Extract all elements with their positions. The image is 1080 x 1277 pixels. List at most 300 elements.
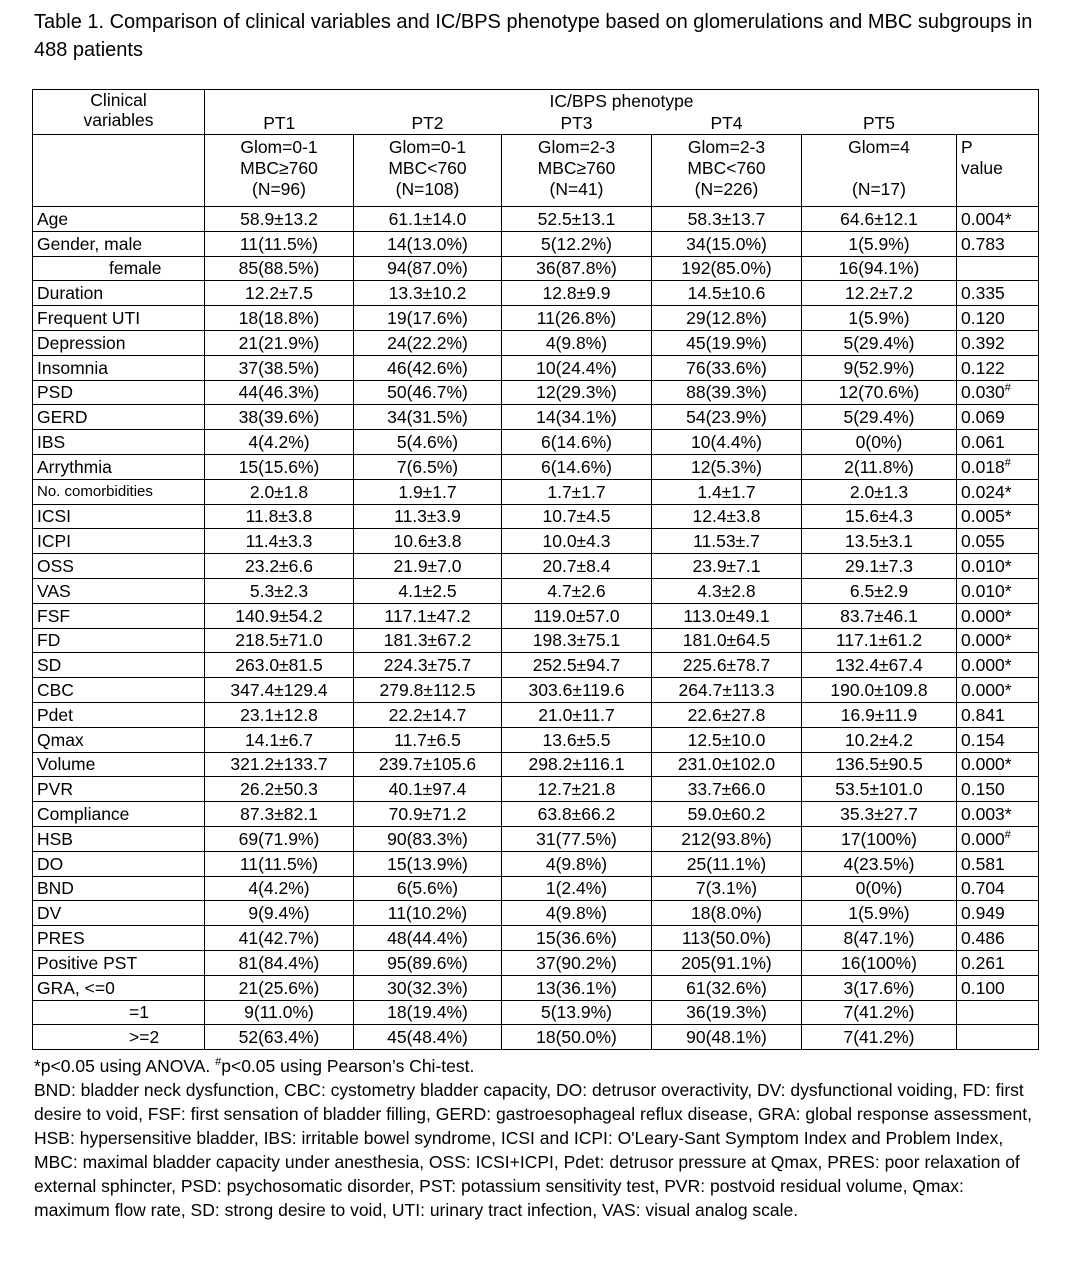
cell-p-value — [957, 479, 1039, 504]
table-row — [33, 405, 1039, 430]
p-value-text: 0.704 — [961, 878, 1005, 899]
cell-pt1: 4(4.2%) — [205, 876, 354, 901]
cell-pt2: 30(32.3%) — [354, 975, 502, 1000]
cell-pt2: 1.9±1.7 — [354, 479, 502, 504]
cell-pt4: 4.3±2.8 — [652, 578, 802, 603]
table-row — [33, 950, 1039, 975]
subgroup-glom: Glom=4 — [848, 137, 910, 157]
cell-pt4: 23.9±7.1 — [652, 554, 802, 579]
table-title: Table 1. Comparison of clinical variables and IC/BPS phenotype based on glomerulations and MBC subgroups in 488 patients — [34, 11, 1033, 61]
cell-pt3: 11(26.8%) — [502, 306, 652, 331]
cell-pt1: 218.5±71.0 — [205, 628, 354, 653]
cell-pt5: 1(5.9%) — [802, 231, 957, 256]
table-row — [33, 554, 1039, 579]
table-row — [33, 454, 1039, 479]
cell-pt4: 212(93.8%) — [652, 826, 802, 851]
cell-pt3: 20.7±8.4 — [502, 554, 652, 579]
subgroup-blank — [33, 135, 205, 207]
cell-pt2: 5(4.6%) — [354, 430, 502, 455]
subgroup-mbc: MBC<760 — [388, 158, 467, 178]
cell-pt4: 1.4±1.7 — [652, 479, 802, 504]
cell-pt3: 21.0±11.7 — [502, 702, 652, 727]
cell-pt2: 46(42.6%) — [354, 355, 502, 380]
table-row — [33, 504, 1039, 529]
cell-pt3: 12(29.3%) — [502, 380, 652, 405]
cell-pt5: 64.6±12.1 — [802, 207, 957, 232]
table-row — [33, 628, 1039, 653]
table-row — [33, 603, 1039, 628]
cell-pt5: 1(5.9%) — [802, 306, 957, 331]
subgroup-n: (N=96) — [252, 179, 306, 199]
cell-pt1: 21(25.6%) — [205, 975, 354, 1000]
cell-p-value — [957, 901, 1039, 926]
cell-pt5: 15.6±4.3 — [802, 504, 957, 529]
cell-p-value — [957, 330, 1039, 355]
p-value-text: 0.024* — [961, 481, 1012, 502]
cell-pt3: 1(2.4%) — [502, 876, 652, 901]
cell-p-value — [957, 628, 1039, 653]
cell-pt2: 94(87.0%) — [354, 256, 502, 281]
cell-pt5: 7(41.2%) — [802, 1000, 957, 1025]
row-label: Age — [33, 207, 205, 232]
cell-pt2: 15(13.9%) — [354, 851, 502, 876]
cell-pt4: 11.53±.7 — [652, 529, 802, 554]
cell-pt1: 41(42.7%) — [205, 926, 354, 951]
cell-pt5: 132.4±67.4 — [802, 653, 957, 678]
table-row — [33, 281, 1039, 306]
cell-pt4: 76(33.6%) — [652, 355, 802, 380]
row-label: DO — [33, 851, 205, 876]
row-label: Insomnia — [33, 355, 205, 380]
cell-pt2: 48(44.4%) — [354, 926, 502, 951]
cell-p-value — [957, 678, 1039, 703]
row-label: DV — [33, 901, 205, 926]
cell-p-value — [957, 554, 1039, 579]
cell-pt5: 16(100%) — [802, 950, 957, 975]
cell-p-value — [957, 777, 1039, 802]
cell-pt2: 13.3±10.2 — [354, 281, 502, 306]
cell-pt5: 16.9±11.9 — [802, 702, 957, 727]
row-label: No. comorbidities — [33, 479, 205, 504]
cell-p-value — [957, 380, 1039, 405]
cell-p-value — [957, 306, 1039, 331]
cell-p-value — [957, 1025, 1039, 1050]
cell-pt2: 95(89.6%) — [354, 950, 502, 975]
table-row — [33, 975, 1039, 1000]
cell-pt1: 15(15.6%) — [205, 454, 354, 479]
cell-pt1: 58.9±13.2 — [205, 207, 354, 232]
row-label: HSB — [33, 826, 205, 851]
p-value-text: 0.000* — [961, 630, 1012, 651]
cell-pt3: 4.7±2.6 — [502, 578, 652, 603]
cell-pt4: 14.5±10.6 — [652, 281, 802, 306]
p-value-text: 0.004* — [961, 208, 1012, 229]
p-value-text: 0.055 — [961, 531, 1005, 552]
header-group-pt1: PT1 — [205, 112, 354, 135]
cell-pt5: 2(11.8%) — [802, 454, 957, 479]
cell-pt4: 22.6±27.8 — [652, 702, 802, 727]
table-row — [33, 678, 1039, 703]
cell-pt3: 4(9.8%) — [502, 851, 652, 876]
cell-p-value — [957, 851, 1039, 876]
table-row — [33, 702, 1039, 727]
p-value-text: 0.010* — [961, 556, 1012, 577]
cell-pt4: 113(50.0%) — [652, 926, 802, 951]
row-label: Positive PST — [33, 950, 205, 975]
cell-pt5: 17(100%) — [802, 826, 957, 851]
cell-pt5: 0(0%) — [802, 430, 957, 455]
table-row — [33, 306, 1039, 331]
cell-pt2: 18(19.4%) — [354, 1000, 502, 1025]
cell-pt4: 54(23.9%) — [652, 405, 802, 430]
cell-pt3: 252.5±94.7 — [502, 653, 652, 678]
cell-pt2: 22.2±14.7 — [354, 702, 502, 727]
cell-pt2: 34(31.5%) — [354, 405, 502, 430]
row-label: Pdet — [33, 702, 205, 727]
table-row — [33, 876, 1039, 901]
cell-pt2: 14(13.0%) — [354, 231, 502, 256]
cell-pt5: 53.5±101.0 — [802, 777, 957, 802]
table-row — [33, 479, 1039, 504]
header-group-pt5: PT5 — [802, 112, 957, 135]
table-row — [33, 1000, 1039, 1025]
p-value-text: 0.154 — [961, 729, 1005, 750]
cell-pt1: 38(39.6%) — [205, 405, 354, 430]
stats-footnote-a: *p<0.05 using ANOVA. — [34, 1056, 211, 1076]
header-clinical-variables — [33, 90, 205, 135]
subgroup-mbc: MBC≥760 — [240, 158, 318, 178]
cell-pt1: 11.4±3.3 — [205, 529, 354, 554]
subgroup-n: (N=17) — [852, 179, 906, 199]
cell-p-value — [957, 430, 1039, 455]
cell-p-value — [957, 653, 1039, 678]
header-group-pt4: PT4 — [652, 112, 802, 135]
cell-p-value — [957, 702, 1039, 727]
cell-pt1: 14.1±6.7 — [205, 727, 354, 752]
cell-p-value — [957, 1000, 1039, 1025]
cell-pt4: 25(11.1%) — [652, 851, 802, 876]
cell-pt1: 85(88.5%) — [205, 256, 354, 281]
cell-pt3: 303.6±119.6 — [502, 678, 652, 703]
p-value-text: 0.335 — [961, 283, 1005, 304]
table-row — [33, 256, 1039, 281]
table-row — [33, 926, 1039, 951]
p-value-text: 0.120 — [961, 308, 1005, 329]
cell-pt2: 21.9±7.0 — [354, 554, 502, 579]
cell-pt1: 5.3±2.3 — [205, 578, 354, 603]
row-label: =1 — [33, 1000, 205, 1025]
header-p-value — [957, 135, 1039, 207]
cell-pt2: 279.8±112.5 — [354, 678, 502, 703]
cell-p-value — [957, 355, 1039, 380]
subgroup-mbc: MBC<760 — [687, 158, 766, 178]
cell-pt5: 1(5.9%) — [802, 901, 957, 926]
p-value-text: 0.069 — [961, 407, 1005, 428]
row-label: OSS — [33, 554, 205, 579]
cell-pt5: 8(47.1%) — [802, 926, 957, 951]
subgroup-pt4 — [652, 135, 802, 207]
cell-pt5: 12.2±7.2 — [802, 281, 957, 306]
cell-p-value — [957, 256, 1039, 281]
cell-pt4: 36(19.3%) — [652, 1000, 802, 1025]
p-value-sup: # — [1004, 382, 1011, 395]
subgroup-mbc: MBC≥760 — [537, 158, 616, 178]
p-value-text: 0.392 — [961, 332, 1005, 353]
table-row — [33, 851, 1039, 876]
cell-pt4: 18(8.0%) — [652, 901, 802, 926]
subgroup-pt1 — [205, 135, 354, 207]
cell-pt2: 11(10.2%) — [354, 901, 502, 926]
cell-pt1: 23.2±6.6 — [205, 554, 354, 579]
row-label: FSF — [33, 603, 205, 628]
table-row — [33, 653, 1039, 678]
row-label: Frequent UTI — [33, 306, 205, 331]
p-value-text: 0.010* — [961, 580, 1012, 601]
cell-pt2: 45(48.4%) — [354, 1025, 502, 1050]
cell-pt5: 5(29.4%) — [802, 330, 957, 355]
row-label: IBS — [33, 430, 205, 455]
header-row-phenotype — [33, 90, 1039, 113]
cell-pt5: 136.5±90.5 — [802, 752, 957, 777]
cell-pt3: 52.5±13.1 — [502, 207, 652, 232]
p-value-text: 0.000* — [961, 605, 1012, 626]
row-label: GRA, <=0 — [33, 975, 205, 1000]
cell-pt3: 10.0±4.3 — [502, 529, 652, 554]
p-value-text: 0.003* — [961, 804, 1012, 825]
table-row — [33, 430, 1039, 455]
subgroup-mbc — [806, 158, 952, 179]
cell-pt3: 18(50.0%) — [502, 1025, 652, 1050]
table-row — [33, 901, 1039, 926]
cell-pt1: 9(11.0%) — [205, 1000, 354, 1025]
cell-p-value — [957, 950, 1039, 975]
p-value-text: 0.018 — [961, 456, 1005, 477]
cell-pt3: 31(77.5%) — [502, 826, 652, 851]
p-value-text: 0.841 — [961, 704, 1005, 725]
cell-pt3: 14(34.1%) — [502, 405, 652, 430]
cell-p-value — [957, 207, 1039, 232]
cell-pt1: 37(38.5%) — [205, 355, 354, 380]
header-clinical-line2: variables — [83, 110, 154, 130]
row-label: Depression — [33, 330, 205, 355]
table-row — [33, 529, 1039, 554]
cell-p-value — [957, 405, 1039, 430]
p-value-text: 0.030 — [961, 382, 1005, 403]
table-row — [33, 207, 1039, 232]
row-label: SD — [33, 653, 205, 678]
header-group-pt2: PT2 — [354, 112, 502, 135]
cell-p-value — [957, 231, 1039, 256]
cell-p-value — [957, 454, 1039, 479]
cell-pt2: 4.1±2.5 — [354, 578, 502, 603]
cell-pt1: 44(46.3%) — [205, 380, 354, 405]
header-phenotype: IC/BPS phenotype — [205, 90, 1039, 113]
cell-pt4: 29(12.8%) — [652, 306, 802, 331]
stats-footnote-b: p<0.05 using Pearson’s Chi-test. — [221, 1056, 475, 1076]
cell-pt2: 50(46.7%) — [354, 380, 502, 405]
cell-pt1: 4(4.2%) — [205, 430, 354, 455]
cell-pt3: 10(24.4%) — [502, 355, 652, 380]
stats-footnote-sup: # — [215, 1056, 222, 1069]
cell-pt4: 7(3.1%) — [652, 876, 802, 901]
row-label: >=2 — [33, 1025, 205, 1050]
cell-pt1: 347.4±129.4 — [205, 678, 354, 703]
cell-pt1: 21(21.9%) — [205, 330, 354, 355]
p-value-text: 0.122 — [961, 357, 1005, 378]
p-value-sup: # — [1004, 457, 1011, 470]
cell-pt5: 7(41.2%) — [802, 1025, 957, 1050]
cell-pt5: 35.3±27.7 — [802, 802, 957, 827]
cell-pt2: 239.7±105.6 — [354, 752, 502, 777]
table-row — [33, 802, 1039, 827]
cell-pt5: 12(70.6%) — [802, 380, 957, 405]
cell-pt4: 181.0±64.5 — [652, 628, 802, 653]
cell-pt3: 198.3±75.1 — [502, 628, 652, 653]
cell-pt2: 40.1±97.4 — [354, 777, 502, 802]
cell-pt3: 12.7±21.8 — [502, 777, 652, 802]
cell-pt1: 12.2±7.5 — [205, 281, 354, 306]
row-label: female — [33, 256, 205, 281]
cell-pt5: 3(17.6%) — [802, 975, 957, 1000]
cell-pt3: 298.2±116.1 — [502, 752, 652, 777]
row-label: BND — [33, 876, 205, 901]
p-value-text: 0.005* — [961, 506, 1012, 527]
cell-pt2: 19(17.6%) — [354, 306, 502, 331]
cell-pt1: 263.0±81.5 — [205, 653, 354, 678]
cell-pt3: 15(36.6%) — [502, 926, 652, 951]
cell-pt2: 11.3±3.9 — [354, 504, 502, 529]
cell-pt3: 5(13.9%) — [502, 1000, 652, 1025]
cell-pt3: 36(87.8%) — [502, 256, 652, 281]
cell-pt4: 225.6±78.7 — [652, 653, 802, 678]
abbreviations-footnote: BND: bladder neck dysfunction, CBC: cystometry bladder capacity, DO: detrusor overactivity, DV: dysfunctional voiding, FD: first desire to void, FSF: first sensation of bladder filling, GERD: gastroesophageal reflux disease, GRA: global response assessment, HSB: hypersensitive bladder, IBS: irritable bowel syndrome, ICSI and ICPI: O'Leary-Sant Symptom Index and Problem Index, MBC: maximal bladder capacity under anesthesia, OSS: ICSI+ICPI, Pdet: detrusor pressure at Qmax, PRES: poor relaxation of external sphincter, PSD: psychosomatic disorder, PST: potassium sensitivity test, PVR: postvoid residual volume, Qmax: maximum flow rate, SD: strong desire to void, UTI: urinary tract infection, VAS: visual analog scale. — [34, 1080, 1032, 1220]
table-row — [33, 231, 1039, 256]
header-group-blank — [957, 112, 1039, 135]
cell-pt5: 4(23.5%) — [802, 851, 957, 876]
cell-pt2: 10.6±3.8 — [354, 529, 502, 554]
cell-pt2: 61.1±14.0 — [354, 207, 502, 232]
p-value-text: 0.000 — [961, 828, 1005, 849]
table-row — [33, 826, 1039, 851]
cell-pt5: 0(0%) — [802, 876, 957, 901]
cell-pt1: 23.1±12.8 — [205, 702, 354, 727]
cell-p-value — [957, 975, 1039, 1000]
row-label: Gender, male — [33, 231, 205, 256]
cell-pt2: 7(6.5%) — [354, 454, 502, 479]
cell-pt4: 90(48.1%) — [652, 1025, 802, 1050]
cell-pt5: 190.0±109.8 — [802, 678, 957, 703]
row-label: PSD — [33, 380, 205, 405]
cell-pt3: 119.0±57.0 — [502, 603, 652, 628]
cell-pt5: 117.1±61.2 — [802, 628, 957, 653]
table-row — [33, 727, 1039, 752]
cell-pt4: 59.0±60.2 — [652, 802, 802, 827]
cell-pt1: 11(11.5%) — [205, 231, 354, 256]
row-label: GERD — [33, 405, 205, 430]
cell-p-value — [957, 876, 1039, 901]
header-group-pt3: PT3 — [502, 112, 652, 135]
cell-pt2: 11.7±6.5 — [354, 727, 502, 752]
row-label: Arrythmia — [33, 454, 205, 479]
p-value-text: 0.000* — [961, 754, 1012, 775]
p-value-text: 0.261 — [961, 952, 1005, 973]
cell-pt3: 10.7±4.5 — [502, 504, 652, 529]
stats-footnote — [34, 1054, 1044, 1078]
cell-pt5: 5(29.4%) — [802, 405, 957, 430]
cell-p-value — [957, 727, 1039, 752]
cell-pt3: 4(9.8%) — [502, 330, 652, 355]
cell-pt1: 140.9±54.2 — [205, 603, 354, 628]
subgroup-n: (N=226) — [694, 179, 759, 199]
cell-p-value — [957, 603, 1039, 628]
table-row — [33, 1025, 1039, 1050]
cell-pt1: 69(71.9%) — [205, 826, 354, 851]
cell-pt3: 5(12.2%) — [502, 231, 652, 256]
cell-pt3: 12.8±9.9 — [502, 281, 652, 306]
cell-pt4: 58.3±13.7 — [652, 207, 802, 232]
cell-pt1: 11(11.5%) — [205, 851, 354, 876]
header-p-line2: value — [961, 158, 1003, 178]
cell-pt3: 13.6±5.5 — [502, 727, 652, 752]
cell-pt4: 88(39.3%) — [652, 380, 802, 405]
row-label: CBC — [33, 678, 205, 703]
cell-pt1: 26.2±50.3 — [205, 777, 354, 802]
cell-pt3: 13(36.1%) — [502, 975, 652, 1000]
cell-pt1: 81(84.4%) — [205, 950, 354, 975]
cell-p-value — [957, 504, 1039, 529]
cell-pt4: 34(15.0%) — [652, 231, 802, 256]
subgroup-pt5 — [802, 135, 957, 207]
header-p-line1: P — [961, 137, 973, 157]
cell-pt4: 205(91.1%) — [652, 950, 802, 975]
cell-p-value — [957, 578, 1039, 603]
cell-pt5: 6.5±2.9 — [802, 578, 957, 603]
row-label: Volume — [33, 752, 205, 777]
row-label: Qmax — [33, 727, 205, 752]
cell-p-value — [957, 752, 1039, 777]
cell-pt4: 45(19.9%) — [652, 330, 802, 355]
subgroup-glom: Glom=0-1 — [388, 137, 467, 157]
header-clinical-line1: Clinical — [90, 90, 147, 110]
cell-pt5: 10.2±4.2 — [802, 727, 957, 752]
p-value-text: 0.150 — [961, 779, 1005, 800]
subgroup-n: (N=41) — [549, 179, 604, 199]
cell-pt2: 224.3±75.7 — [354, 653, 502, 678]
table-row — [33, 380, 1039, 405]
cell-p-value — [957, 826, 1039, 851]
p-value-text: 0.581 — [961, 853, 1005, 874]
cell-pt4: 264.7±113.3 — [652, 678, 802, 703]
cell-pt5: 13.5±3.1 — [802, 529, 957, 554]
p-value-text: 0.000* — [961, 680, 1012, 701]
cell-pt2: 90(83.3%) — [354, 826, 502, 851]
cell-pt2: 117.1±47.2 — [354, 603, 502, 628]
cell-pt4: 10(4.4%) — [652, 430, 802, 455]
cell-pt5: 16(94.1%) — [802, 256, 957, 281]
cell-p-value — [957, 281, 1039, 306]
subgroup-pt3 — [502, 135, 652, 207]
cell-pt3: 63.8±66.2 — [502, 802, 652, 827]
cell-pt1: 52(63.4%) — [205, 1025, 354, 1050]
p-value-text: 0.783 — [961, 233, 1005, 254]
cell-pt2: 70.9±71.2 — [354, 802, 502, 827]
p-value-text: 0.100 — [961, 977, 1005, 998]
subgroup-glom: Glom=2-3 — [537, 137, 616, 157]
row-label: ICPI — [33, 529, 205, 554]
cell-pt4: 231.0±102.0 — [652, 752, 802, 777]
clinical-variables-table — [32, 89, 1039, 1050]
cell-pt4: 12.4±3.8 — [652, 504, 802, 529]
